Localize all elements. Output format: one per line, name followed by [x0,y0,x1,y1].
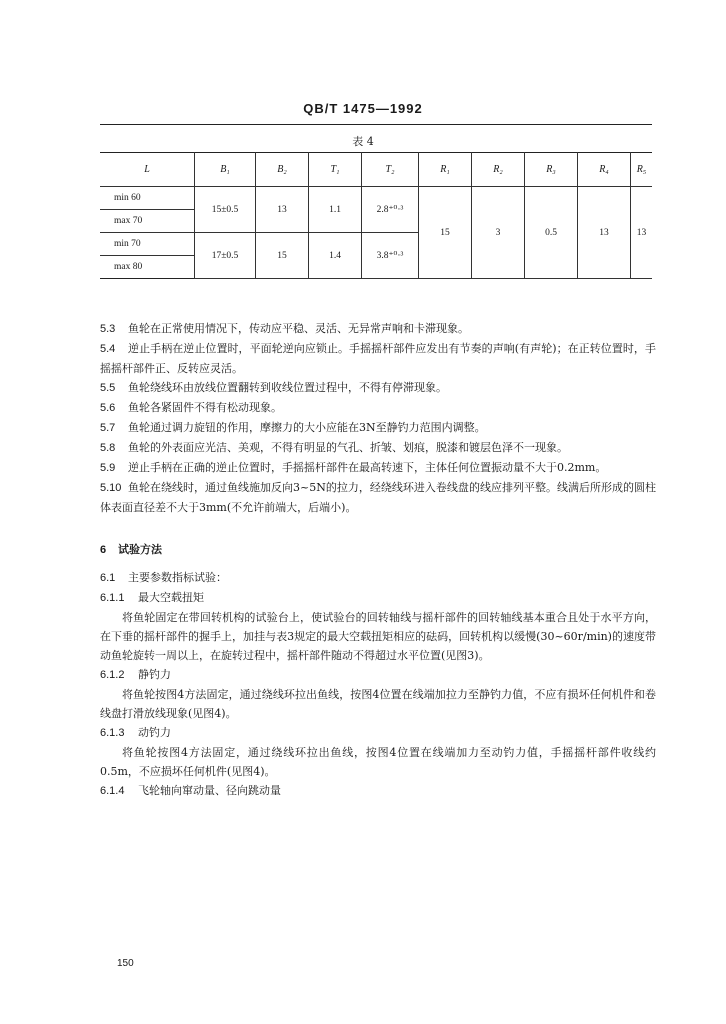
clause-text: 鱼轮的外表面应光洁、美观，不得有明显的气孔、折皱、划痕，脱漆和镀层色泽不一现象。 [128,441,568,454]
clause-number: 5.5 [100,382,116,394]
table-caption: 表 4 [352,135,374,148]
cell-L-max: max 70 [100,210,195,233]
section-number: 6 [100,544,107,556]
col-header: R₁ [419,153,472,187]
clause-number: 6.1 [100,572,116,584]
clause-6-1-4-heading [100,781,656,801]
cell-R3: 0.5 [525,187,578,279]
clause-6-1-1-text: 将鱼轮固定在带回转机构的试验台上，使试验台的回转轴线与摇杆部件的回转轴线基本重合且处于水平方向，在下垂的摇杆部件的握手上，加挂与表3规定的最大空载扭矩相应的砝码，回转机构以缓慢(30~60r/min)的速度带动鱼轮旋转一周以上，在旋转过程中，摇杆部件随动不得超过水平位置(见图3)。 [100,611,656,662]
clause-6-1-2-text: 将鱼轮按图4方法固定，通过绕线环拉出鱼线，按图4位置在线端加拉力至静钓力值，不应有损坏任何机件和卷线盘打滑放线现象(见图4)。 [100,688,656,720]
section-heading [100,540,656,560]
header-rule [100,124,652,125]
cell-R4: 13 [578,187,631,279]
clause-text: 鱼轮各紧固件不得有松动现象。 [128,401,282,414]
clause-number: 6.1.1 [100,592,125,604]
clause-6-1-1-heading [100,588,656,608]
section-6 [100,540,656,801]
clause-text: 鱼轮在正常使用情况下，传动应平稳、灵活、无异常声响和卡滞现象。 [128,322,469,335]
document-header: QB/T 1475—1992 [303,101,423,116]
clause-number: 6.1.3 [100,727,125,739]
clause-5-10 [100,478,656,517]
clause-6-1-3-text: 将鱼轮按图4方法固定，通过绕线环拉出鱼线，按图4位置在线端加力至动钓力值，手摇摇杆部件收线约0.5m，不应损坏任何机件(见图4)。 [100,746,656,778]
clause-number: 6.1.2 [100,669,125,681]
clause-number: 5.9 [100,462,116,474]
cell-T1: 1.4 [309,233,362,279]
col-header: B₂ [256,153,309,187]
clause-5-6 [100,398,656,418]
cell-R2: 3 [472,187,525,279]
cell-B2: 13 [256,187,309,233]
clause-text: 鱼轮绕线环由放线位置翻转到收线位置过程中，不得有停滞现象。 [128,381,447,394]
col-header: B₁ [195,153,256,187]
cell-B1: 17±0.5 [195,233,256,279]
cell-L-min: min 60 [100,187,195,210]
clause-number: 5.3 [100,323,116,335]
clause-5-3 [100,319,656,339]
section-title: 试验方法 [118,544,162,556]
col-header: L [100,153,195,187]
clause-title: 飞轮轴向窜动量、径向跳动量 [138,784,281,797]
cell-L-max: max 80 [100,256,195,279]
clause-6-1 [100,568,656,588]
clause-number: 6.1.4 [100,785,125,797]
clause-6-1-3-heading [100,723,656,743]
cell-R1: 15 [419,187,472,279]
clause-number: 5.6 [100,402,116,414]
clause-number: 5.10 [100,482,122,494]
col-header: T₁ [309,153,362,187]
table-header-row [100,153,652,187]
clause-5-9 [100,458,656,478]
clause-title: 静钓力 [138,668,171,681]
col-header: T₂ [362,153,419,187]
cell-R5: 13 [631,187,653,279]
clause-5-4 [100,339,656,378]
table-row [100,187,652,210]
col-header: R₃ [525,153,578,187]
clause-title: 动钓力 [138,726,171,739]
cell-B1: 15±0.5 [195,187,256,233]
clause-text: 鱼轮在绕线时，通过鱼线施加反向3~5N的拉力，经绕线环进入卷线盘的线应排列平整。线满后所形成的圆柱体表面直径差不大于3mm(不允许前端大，后端小)。 [100,481,656,514]
cell-B2: 15 [256,233,309,279]
clause-list [100,319,656,517]
clause-number: 5.7 [100,422,116,434]
clause-5-5 [100,378,656,398]
cell-T2: 3.8⁺⁰·³ [362,233,419,279]
cell-L-min: min 70 [100,233,195,256]
clause-text: 逆止手柄在正确的逆止位置时，手摇摇杆部件在最高转速下，主体任何位置振动量不大于0.2mm。 [128,461,607,474]
spec-table [100,152,652,279]
clause-5-7 [100,418,656,438]
clause-text: 逆止手柄在逆止位置时，平面轮逆向应锁止。手摇摇杆部件应发出有节奏的声响(有声轮)；在正转位置时，手摇摇杆部件正、反转应灵活。 [100,342,656,375]
col-header: R₂ [472,153,525,187]
clause-title: 最大空载扭矩 [138,591,204,604]
cell-T2: 2.8⁺⁰·³ [362,187,419,233]
clause-5-8 [100,438,656,458]
clause-number: 5.4 [100,343,116,355]
col-header: R₄ [578,153,631,187]
page-number: 150 [117,958,134,969]
cell-T1: 1.1 [309,187,362,233]
clause-text: 主要参数指标试验： [128,571,227,584]
col-header: R₅ [631,153,653,187]
clause-number: 5.8 [100,442,116,454]
clause-6-1-2-heading [100,665,656,685]
clause-text: 鱼轮通过调力旋钮的作用，摩擦力的大小应能在3N至静钓力范围内调整。 [128,421,486,434]
